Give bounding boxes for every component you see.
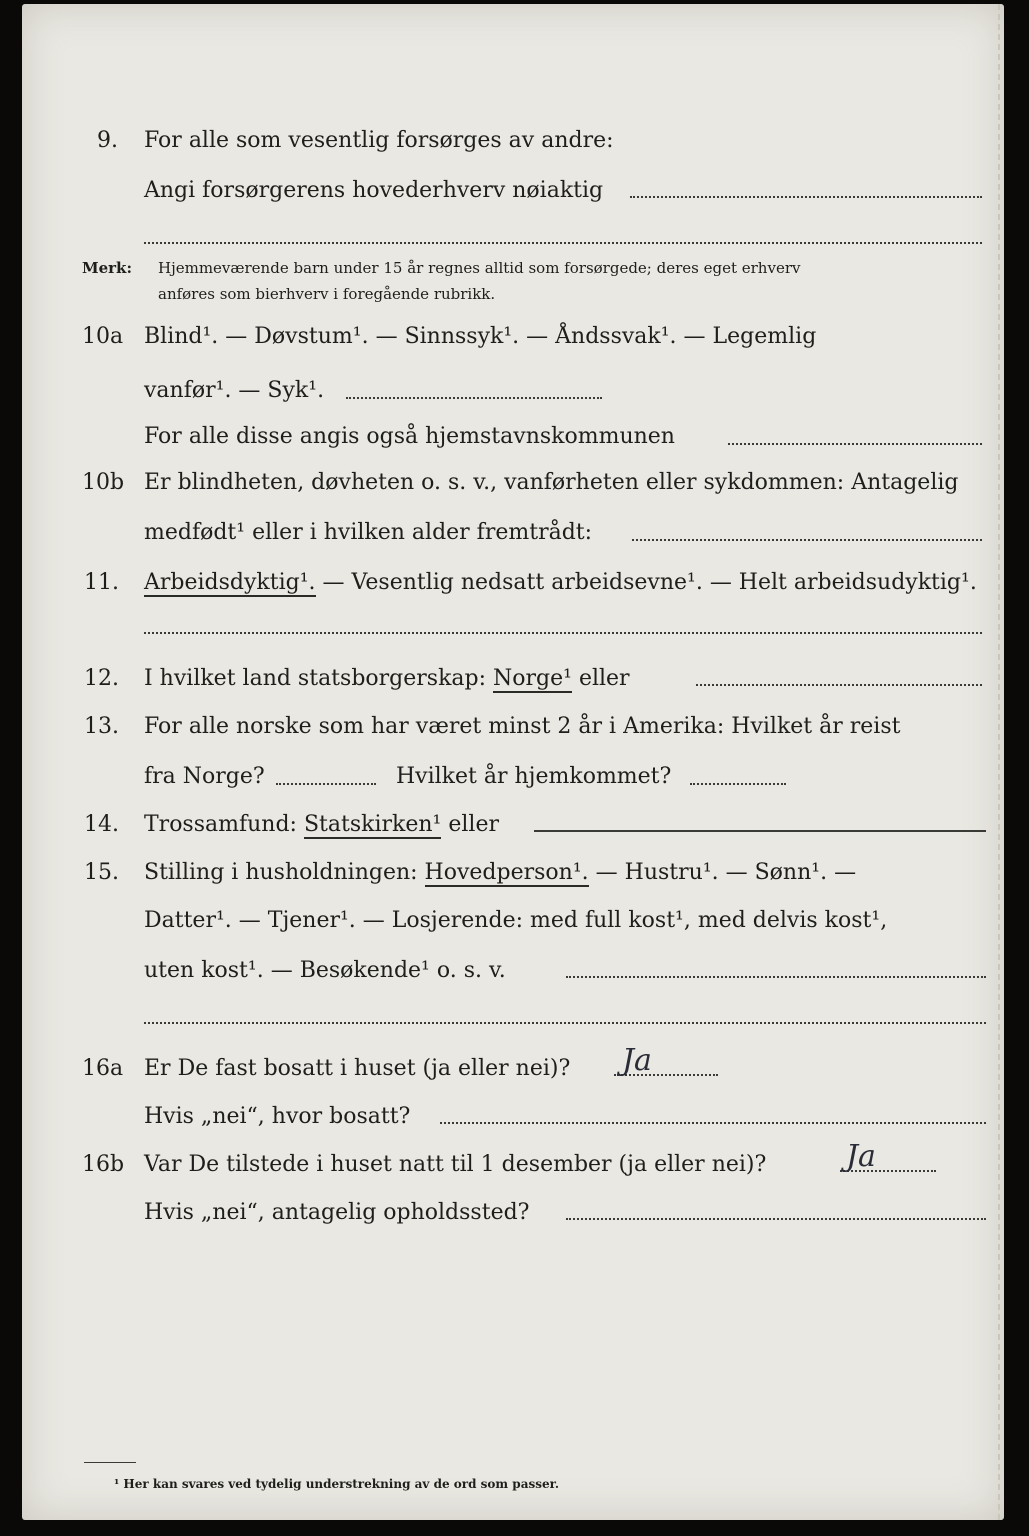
q15-line1: [144, 858, 856, 888]
q14-answer-line[interactable]: [534, 830, 986, 832]
q12-prefix: I hvilket land statsborgerskap:: [144, 666, 494, 691]
q14-option-statskirken[interactable]: Statskirken¹: [303, 812, 442, 837]
q9-line1: For alle som vesentlig forsørges av andre:: [144, 128, 614, 153]
q9-line2: Angi forsørgerens hovederhverv nøiaktig: [144, 178, 604, 203]
q13-line2a: fra Norge?: [144, 764, 265, 789]
q14-line: [144, 810, 499, 840]
q12-option-norge[interactable]: Norge¹: [493, 666, 572, 691]
q10a-kommune-line[interactable]: [728, 443, 982, 445]
q10b-answer-line[interactable]: [632, 539, 982, 541]
q15-answer-line[interactable]: [566, 976, 986, 978]
q15-line2: Datter¹. — Tjener¹. — Losjerende: med full kost¹, med delvis kost¹,: [144, 908, 888, 933]
merk-line2: anføres som bierhverv i foregående rubrikk.: [158, 285, 496, 303]
q10b-number: 10b: [82, 470, 125, 495]
q9-number: 9.: [97, 128, 118, 153]
q16a-handwritten-answer: Ja: [622, 1043, 652, 1078]
q10a-number: 10a: [82, 324, 124, 349]
q16a-line1: Er De fast bosatt i huset (ja eller nei)?: [144, 1056, 571, 1081]
q14-suffix: eller: [441, 812, 499, 837]
footnote-rule: [84, 1462, 136, 1463]
q14-number: 14.: [84, 812, 119, 837]
q9-answer-line-2[interactable]: [144, 242, 982, 244]
q13-number: 13.: [84, 714, 119, 739]
q16a-number: 16a: [82, 1056, 124, 1081]
q12-answer-line[interactable]: [696, 684, 982, 686]
q15-rest1: — Hustru¹. — Sønn¹. —: [588, 860, 857, 885]
q12-line: [144, 664, 630, 694]
q10a-line3: For alle disse angis også hjemstavnskommunen: [144, 424, 675, 449]
q11-answer-line[interactable]: [144, 632, 982, 634]
q16a-bosatt-line[interactable]: [440, 1122, 986, 1124]
q12-suffix: eller: [571, 666, 630, 691]
q16b-line2: Hvis „nei“, antagelig opholdssted?: [144, 1200, 530, 1225]
q13-line1: For alle norske som har været minst 2 år i Amerika: Hvilket år reist: [144, 714, 901, 739]
q15-answer-line-2[interactable]: [144, 1022, 986, 1024]
q15-line3: uten kost¹. — Besøkende¹ o. s. v.: [144, 958, 506, 983]
merk-label: Merk:: [82, 259, 132, 277]
q16b-number: 16b: [82, 1152, 125, 1177]
footnote: ¹ Her kan svares ved tydelig understrekning av de ord som passer.: [114, 1477, 560, 1491]
q16b-line1: Var De tilstede i huset natt til 1 desember (ja eller nei)?: [144, 1152, 767, 1177]
q12-number: 12.: [84, 666, 119, 691]
q16a-line2: Hvis „nei“, hvor bosatt?: [144, 1104, 411, 1129]
q10a-line1: Blind¹. — Døvstum¹. — Sinnssyk¹. — Åndssvak¹. — Legemlig: [144, 324, 817, 349]
q13-hjemkommet-line[interactable]: [690, 783, 786, 785]
q11-number: 11.: [84, 570, 119, 595]
q13-reist-line[interactable]: [276, 783, 376, 785]
q13-line2b: Hvilket år hjemkommet?: [396, 764, 672, 789]
q10a-line2: vanfør¹. — Syk¹.: [144, 378, 325, 403]
q10a-answer-line[interactable]: [346, 397, 602, 399]
q10b-line2: medfødt¹ eller i hvilken alder fremtrådt:: [144, 520, 593, 545]
merk-line1: Hjemmeværende barn under 15 år regnes alltid som forsørgede; deres eget erhverv: [158, 259, 801, 277]
q11-options: [144, 568, 977, 598]
q11-option-arbeidsdyktig[interactable]: Arbeidsdyktig¹.: [144, 570, 316, 595]
q9-answer-line[interactable]: [630, 196, 982, 198]
q14-prefix: Trossamfund:: [144, 812, 304, 837]
q15-number: 15.: [84, 860, 119, 885]
q10b-line1: Er blindheten, døvheten o. s. v., vanførheten eller sykdommen: Antagelig: [144, 470, 959, 495]
q16b-handwritten-answer: Ja: [846, 1139, 876, 1174]
q15-prefix: Stilling i husholdningen:: [144, 860, 425, 885]
q15-option-hovedperson[interactable]: Hovedperson¹.: [424, 860, 589, 885]
q11-other-options: — Vesentlig nedsatt arbeidsevne¹. — Helt arbeidsudyktig¹.: [315, 570, 977, 595]
q16b-opholdssted-line[interactable]: [566, 1218, 986, 1220]
